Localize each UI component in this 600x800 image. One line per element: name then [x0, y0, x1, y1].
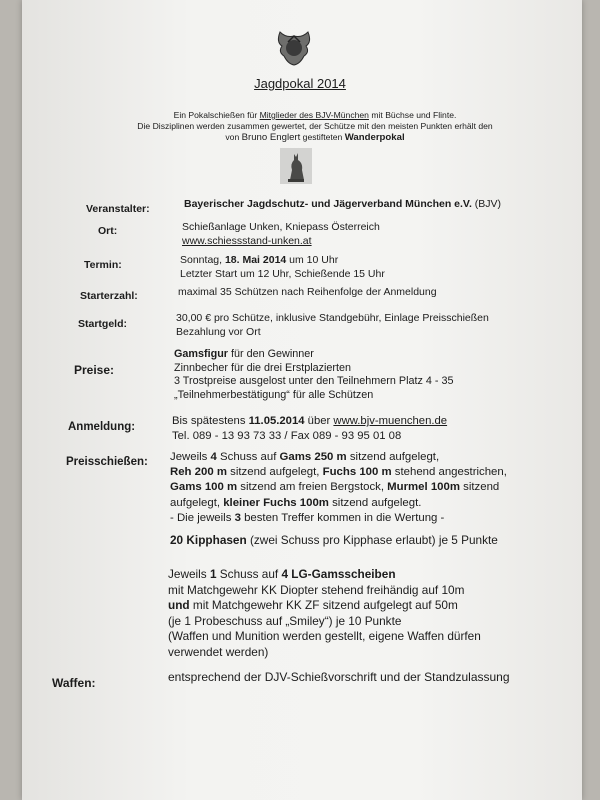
location-label: Ort: — [98, 225, 118, 237]
participants-label: Starterzahl: — [80, 290, 138, 302]
organizer-value: Bayerischer Jagdschutz- und Jägerverband München e.V. (BJV) — [184, 198, 502, 210]
entry-fee-label: Startgeld: — [78, 318, 128, 330]
organizer-label: Veranstalter: — [86, 203, 150, 215]
rabbit-targets-text: 20 Kipphasen (zwei Schuss pro Kipphase erlaubt) je 5 Punkte — [170, 533, 498, 547]
shooting-range-link[interactable]: www.schiessstand-unken.at — [182, 235, 312, 247]
bjv-website-link[interactable]: www.bjv-muenchen.de — [333, 415, 448, 427]
weapons-value: entsprechend der DJV-Schießvorschrift und der Standzulassung — [168, 670, 510, 684]
air-rifle-targets-text: Jeweils 1 Schuss auf 4 LG-Gamsscheiben mit Matchgewehr KK Diopter stehend freihändig auf 10m und mit Matchgewehr KK ZF sitzend aufgelegt auf 50m (je 1 Probeschuss auf „Smiley“) je 10 Punkte (Waffen und Munition werden gestellt, eigene Waffen dürfen verwendet werden) — [168, 567, 481, 659]
registration-value: Bis spätestens 11.05.2014 über www.bjv-muenchen.de Tel. 089 - 13 93 73 33 / Fax 089 - 93 95 01 08 — [172, 415, 448, 442]
date-value: Sonntag, 18. Mai 2014 um 10 Uhr Letzter Start um 12 Uhr, Schießende 15 Uhr — [180, 254, 385, 280]
bjv-crest-logo — [274, 28, 314, 66]
members-link-text: Mitglieder des BJV-München — [259, 110, 369, 120]
prize-shooting-label: Preisschießen: — [66, 456, 148, 468]
location-value: Schießanlage Unken, Kniepass Österreich www.schiessstand-unken.at — [182, 221, 380, 247]
intro-text: Ein Pokalschießen für Mitglieder des BJV-München mit Büchse und Flinte. Die Disziplinen werden zusammen gewertet, der Schütze mit den meisten Punkten erhält den von Bruno Englert gestifteten Wanderpokal — [137, 110, 493, 143]
participants-value: maximal 35 Schützen nach Reihenfolge der Anmeldung — [178, 286, 437, 298]
prizes-label: Preise: — [74, 363, 115, 377]
registration-label: Anmeldung: — [68, 421, 136, 433]
entry-fee-value: 30,00 € pro Schütze, inklusive Standgebühr, Einlage Preisschießen Bezahlung vor Ort — [176, 312, 489, 338]
weapons-label: Waffen: — [52, 676, 96, 690]
chamois-trophy-image — [280, 148, 312, 184]
document-title: Jagdpokal 2014 — [254, 76, 346, 91]
prizes-value: Gamsfigur für den Gewinner Zinnbecher für die drei Erstplazierten 3 Trostpreise ausgelost unter den Teilnehmern Platz 4 - 35 „Teilnehmerbestätigung“ für alle Schützen — [174, 348, 454, 401]
date-label: Termin: — [84, 259, 122, 271]
prize-shooting-value: Jeweils 4 Schuss auf Gams 250 m sitzend aufgelegt, Reh 200 m sitzend aufgelegt, Fuchs 100 m stehend angestrichen, Gams 100 m sitzend am freien Bergstock, Murmel 100m sitzend aufgelegt, kleiner Fuchs 100m sitzend aufgelegt. - Die jeweils 3 besten Treffer kommen in die Wertung - — [170, 451, 507, 524]
